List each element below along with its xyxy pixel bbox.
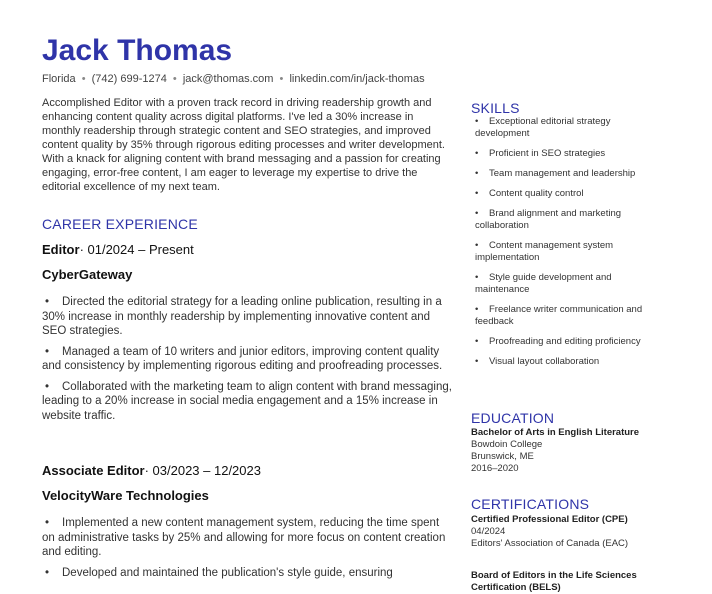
job-title-line (42, 463, 261, 478)
location: Florida (42, 73, 76, 85)
education-entry (471, 427, 651, 475)
job-dates: · 01/2024 – Present (79, 242, 194, 257)
list-item: • Proficient in SEO strategies (475, 148, 606, 159)
separator: • (172, 73, 177, 85)
job-bullets (42, 516, 452, 586)
job-title-line (42, 242, 194, 257)
list-item: • Collaborated with the marketing team to align content with brand messaging, leading to a 20% increase in social media engagement and a 15% increase in website traffic. (42, 380, 452, 422)
email-link[interactable]: jack@thomas.com (182, 73, 274, 85)
list-item: • Proofreading and editing proficiency (475, 336, 641, 347)
list-item: • Freelance writer communication and feedback (475, 304, 643, 327)
skills-column (471, 116, 651, 376)
list-item: • Exceptional editorial strategy development (475, 116, 611, 139)
school-location: Brunswick, ME (471, 451, 534, 462)
list-item: • Team management and leadership (475, 168, 636, 179)
certification-name: Board of Editors in the Life Sciences Certification (BELS) (471, 570, 637, 593)
professional-summary: Accomplished Editor with a proven track record in driving readership growth and enhancing content quality across digital platforms. I've led a 30% increase in monthly readership through strategic content and SEO strategies, and improved content quality by 35% through rigorous editing processes and writer development. With a knack for aligning content with brand messaging and a passion for creating engaging, error-free content, I am eager to leverage my expertise to drive the editorial excellence of my next team. (42, 97, 445, 193)
certification-name: Certified Professional Editor (CPE) (471, 514, 628, 525)
experience-heading: CAREER EXPERIENCE (42, 216, 198, 232)
certification-issuer: Editors' Association of Canada (EAC) (471, 538, 629, 549)
list-item: • Managed a team of 10 writers and junior editors, improving content quality and consistency by implementing rigorous editing and proofreading processes. (42, 345, 443, 372)
certification-entry (471, 514, 651, 550)
list-item: • Style guide development and maintenance (475, 272, 612, 295)
separator: • (81, 73, 86, 85)
job-bullets (42, 295, 452, 429)
job-title: Associate Editor (42, 463, 145, 478)
separator: • (279, 73, 284, 85)
contact-line (42, 73, 425, 85)
education-heading: EDUCATION (471, 410, 555, 426)
list-item: • Brand alignment and marketing collaboration (475, 208, 622, 231)
linkedin-link[interactable]: linkedin.com/in/jack-thomas (289, 73, 425, 85)
company-name: CyberGateway (42, 267, 133, 282)
education-years: 2016–2020 (471, 463, 519, 474)
candidate-name: Jack Thomas (42, 34, 233, 67)
list-item: • Developed and maintained the publication's style guide, ensuring (45, 566, 393, 579)
certifications-heading: CERTIFICATIONS (471, 496, 590, 512)
list-item: • Implemented a new content management system, reducing the time spent on administrative tasks by 25% and allowing for more focus on content creation and editing. (42, 517, 446, 558)
job-dates: · 03/2023 – 12/2023 (144, 463, 261, 478)
certification-entry (471, 570, 651, 594)
skills-heading: SKILLS (471, 100, 520, 116)
list-item: • Content management system implementation (475, 240, 614, 263)
degree: Bachelor of Arts in English Literature (471, 427, 640, 438)
school: Bowdoin College (471, 439, 543, 450)
phone: (742) 699-1274 (91, 73, 167, 85)
job-title: Editor (42, 242, 80, 257)
certification-date: 04/2024 (471, 526, 506, 537)
company-name: VelocityWare Technologies (42, 488, 209, 503)
list-item: • Visual layout collaboration (475, 356, 600, 367)
skills-list (471, 116, 651, 368)
list-item: • Content quality control (475, 188, 584, 199)
list-item: • Directed the editorial strategy for a leading online publication, resulting in a 30% increase in monthly readership by implementing innovative content and SEO strategies. (42, 296, 442, 337)
